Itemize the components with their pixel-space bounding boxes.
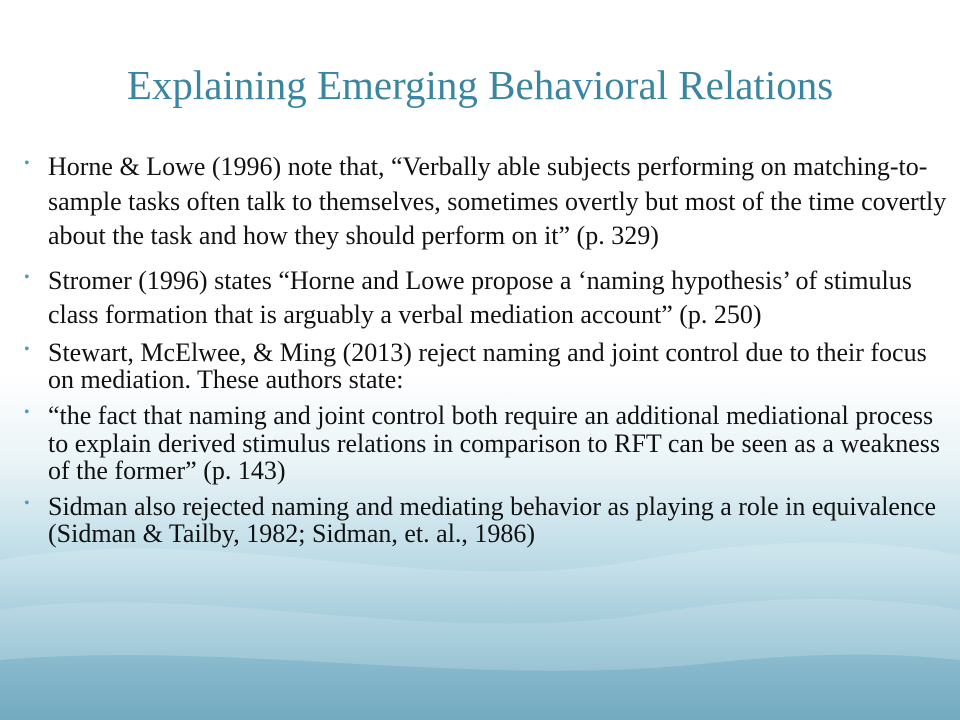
bullet-item bbox=[20, 493, 950, 548]
bullet-text: Stromer (1996) states “Horne and Lowe propose a ‘naming hypothesis’ of stimulus class formation that is arguably a verbal mediation account” (p. 250) bbox=[48, 265, 912, 330]
bullet-text: Horne & Lowe (1996) note that, “Verbally able subjects performing on matching-to-sample tasks often talk to themselves, sometimes overtly but most of the time covertly about the task and how they should perform on it” (p. 329) bbox=[48, 152, 947, 251]
bullet-text: “the fact that naming and joint control both require an additional mediational process to explain derived stimulus relations in comparison to RFT can be seen as a weakness of the former” (p. 143) bbox=[48, 400, 940, 486]
slide-title: Explaining Emerging Behavioral Relations bbox=[126, 62, 834, 108]
bullet-list bbox=[20, 150, 950, 556]
bullet-dot-icon: • bbox=[24, 494, 30, 512]
bullet-dot-icon: • bbox=[24, 268, 30, 286]
bullet-dot-icon: • bbox=[24, 403, 30, 421]
bullet-item bbox=[20, 339, 950, 394]
bullet-dot-icon: • bbox=[24, 155, 30, 172]
bullet-item bbox=[20, 402, 950, 485]
bullet-text: Stewart, McElwee, & Ming (2013) reject naming and joint control due to their focus on mediation. These authors state: bbox=[48, 337, 927, 395]
bullet-text: Sidman also rejected naming and mediating behavior as playing a role in equivalence (Sidman & Tailby, 1982; Sidman, et. al., 1986) bbox=[48, 491, 937, 549]
bullet-dot-icon: • bbox=[24, 340, 30, 358]
bullet-item bbox=[20, 150, 950, 254]
bullet-item bbox=[20, 264, 950, 333]
